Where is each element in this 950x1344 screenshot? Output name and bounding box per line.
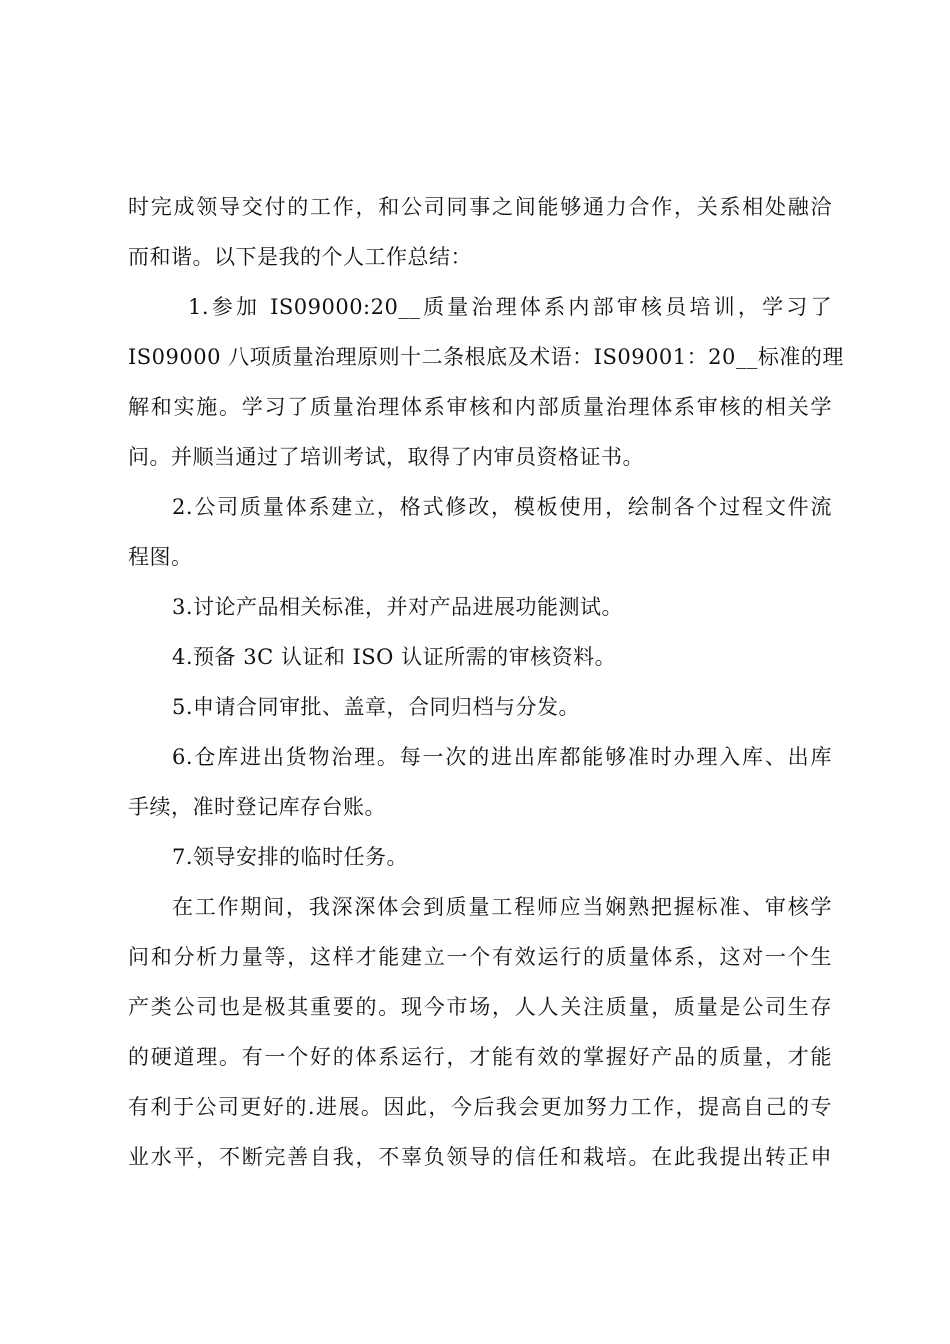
list-item-1-line: 问。并顺当通过了培训考试，取得了内审员资格证书。 bbox=[128, 445, 644, 469]
list-item-2-line: 程图。 bbox=[128, 545, 193, 569]
summary-paragraph-line: 的硬道理。有一个好的体系运行，才能有效的掌握好产品的质量，才能 bbox=[128, 1045, 832, 1069]
list-item-3-line: 3.讨论产品相关标准，并对产品进展功能测试。 bbox=[172, 595, 624, 619]
summary-paragraph-line: 问和分析力量等，这样才能建立一个有效运行的质量体系，这对一个生 bbox=[128, 945, 832, 969]
list-item-6-line: 手续，准时登记库存台账。 bbox=[128, 795, 386, 819]
summary-paragraph-line: 在工作期间，我深深体会到质量工程师应当娴熟把握标准、审核学 bbox=[172, 895, 832, 919]
list-item-4-line: 4.预备 3C 认证和 ISO 认证所需的审核资料。 bbox=[172, 645, 617, 669]
list-item-5-line: 5.申请合同审批、盖章，合同归档与分发。 bbox=[172, 695, 581, 719]
paragraph-line: 而和谐。以下是我的个人工作总结： bbox=[128, 245, 472, 269]
summary-paragraph-line: 有利于公司更好的.进展。因此，今后我会更加努力工作，提高自己的专 bbox=[128, 1095, 832, 1119]
list-item-1-line: 解和实施。学习了质量治理体系审核和内部质量治理体系审核的相关学 bbox=[128, 395, 832, 419]
list-item-1-line: 1.参加 IS09000:20__质量治理体系内部审核员培训，学习了 bbox=[188, 295, 832, 319]
paragraph-line: 时完成领导交付的工作，和公司同事之间能够通力合作，关系相处融洽 bbox=[128, 195, 832, 219]
list-item-6-line: 6.仓库进出货物治理。每一次的进出库都能够准时办理入库、出库 bbox=[172, 745, 832, 769]
list-item-2-line: 2.公司质量体系建立，格式修改，模板使用，绘制各个过程文件流 bbox=[172, 495, 832, 519]
summary-paragraph-line: 业水平，不断完善自我，不辜负领导的信任和栽培。在此我提出转正申 bbox=[128, 1145, 832, 1169]
summary-paragraph-line: 产类公司也是极其重要的。现今市场，人人关注质量，质量是公司生存 bbox=[128, 995, 832, 1019]
list-item-7-line: 7.领导安排的临时任务。 bbox=[172, 845, 409, 869]
list-item-1-line: IS09000 八项质量治理原则十二条根底及术语：IS09001：20__标准的理 bbox=[128, 345, 844, 369]
